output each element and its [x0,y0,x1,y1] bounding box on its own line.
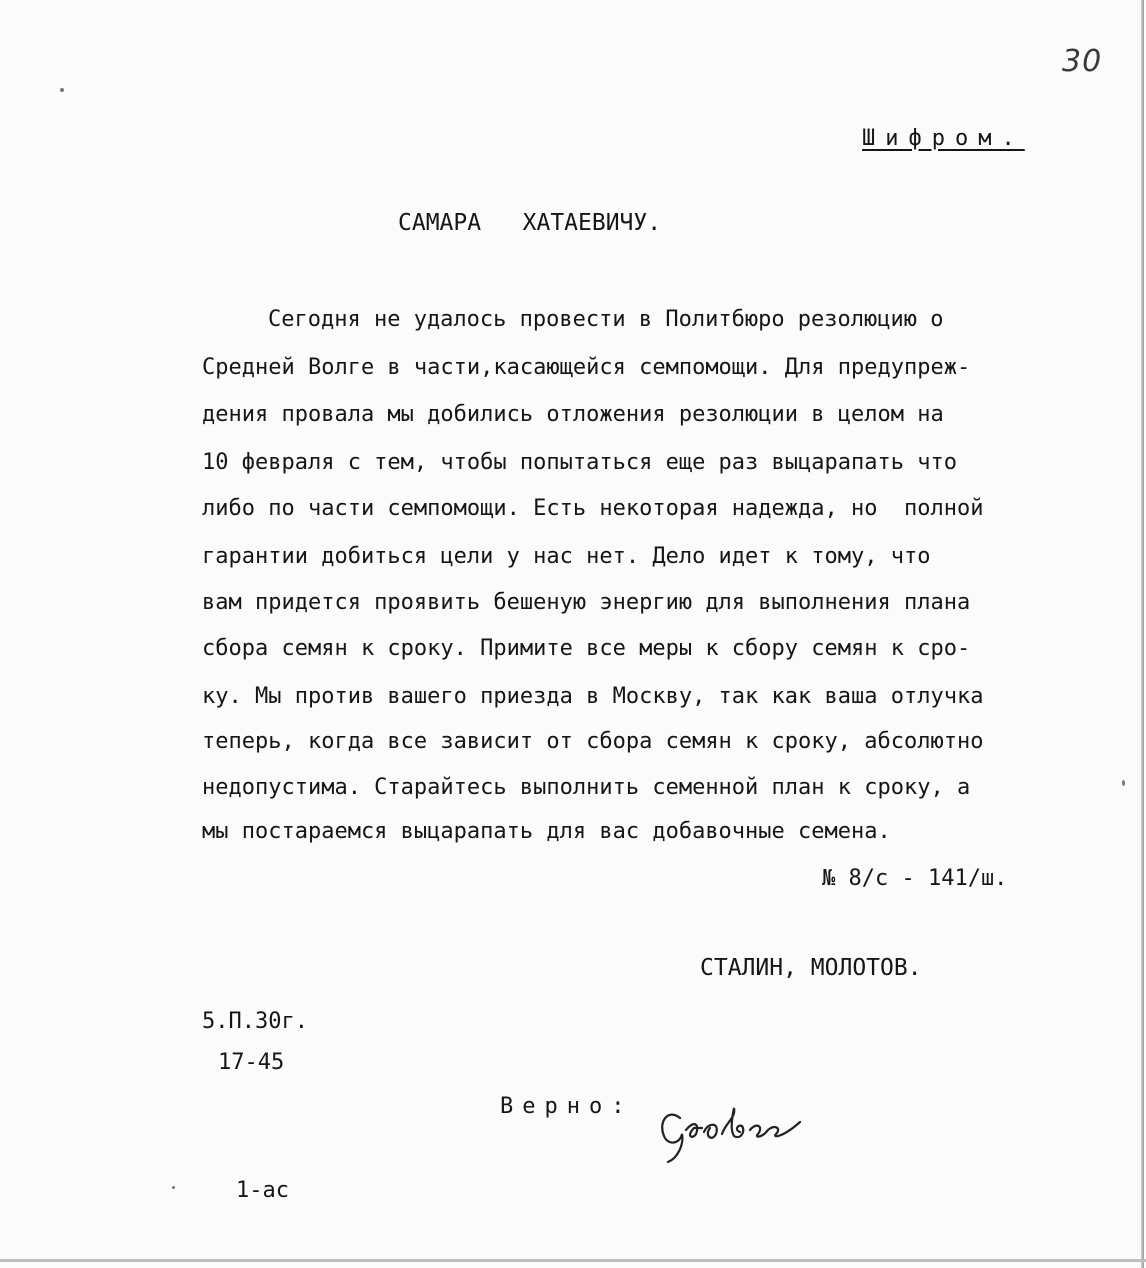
body-line: либо по части семпомощи. Есть некоторая надежда, но полной [202,496,984,521]
certified-label: Верно: [500,1094,634,1119]
document-date: 5.П.30г. [202,1009,308,1034]
copy-number: 1-ас [236,1178,289,1203]
body-line: ку. Мы против вашего приезда в Москву, так как ваша отлучка [202,684,984,709]
body-line: 10 февраля с тем, чтобы попытаться еще раз выцарапать что [202,450,957,475]
page-edge-right [1141,0,1144,1268]
registration-number: № 8/с - 141/ш. [822,866,1008,891]
page-number: 30 [1062,44,1103,79]
page-edge-bottom [0,1259,1146,1262]
body-line: сбора семян к сроку. Примите все меры к сбору семян к сро- [202,636,971,661]
body-line: вам придется проявить бешеную энергию для выполнения плана [202,590,971,615]
body-line: теперь, когда все зависит от сбора семян к сроку, абсолютно [202,729,984,754]
body-line: гарантии добиться цели у нас нет. Дело идет к тому, что [202,544,931,569]
document-time: 17-45 [218,1050,285,1075]
paper-speck [60,88,64,92]
paper-speck [1122,780,1125,786]
cipher-mark: Шифром. [862,126,1025,151]
paper-speck [172,1186,175,1189]
handwritten-signature [650,1078,820,1168]
body-line: Средней Волге в части,касающейся семпомощи. Для предупреж- [202,355,971,380]
body-line: дения провала мы добились отложения резолюции в целом на [202,402,944,427]
body-line: мы постараемся выцарапать для вас добавочные семена. [202,819,891,844]
body-line: Сегодня не удалось провести в Политбюро резолюцию о [268,307,944,332]
body-line: недопустима. Старайтесь выполнить семенной план к сроку, а [202,775,971,800]
signatories: СТАЛИН, МОЛОТОВ. [700,955,922,981]
addressee-line: САМАРА ХАТАЕВИЧУ. [398,210,662,236]
